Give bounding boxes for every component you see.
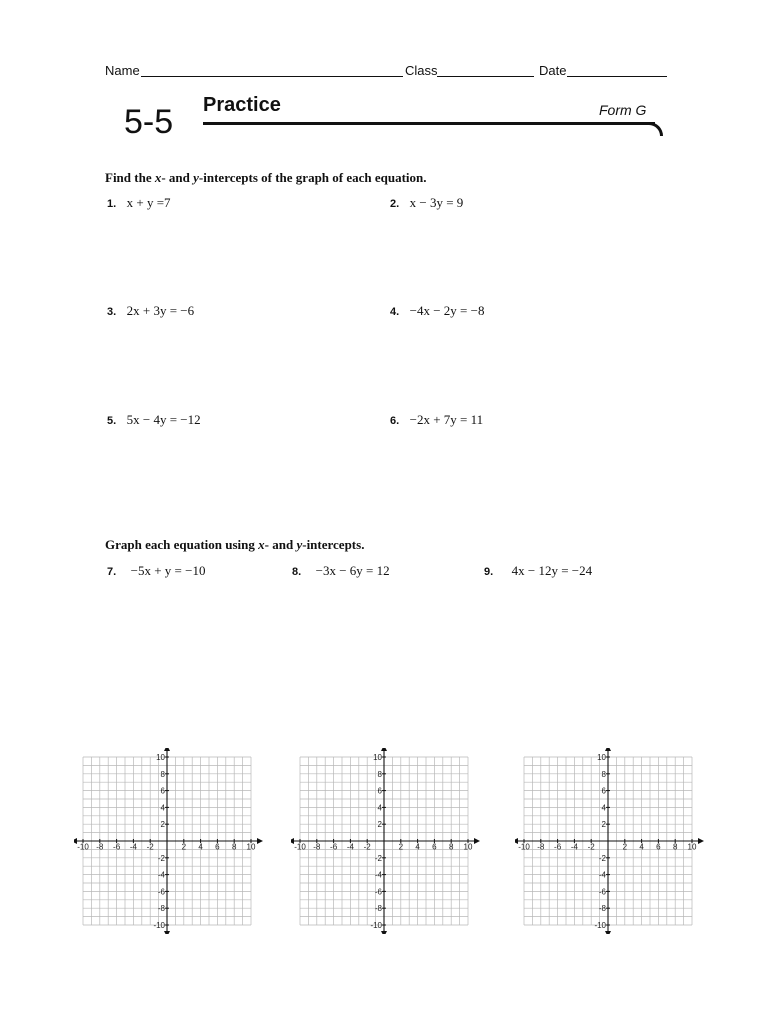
- problem-equation: 4x − 12y = −24: [511, 563, 593, 578]
- y-tick-label: -10: [370, 921, 382, 930]
- problem-4: [390, 302, 484, 320]
- x-tick-label: -8: [96, 842, 104, 852]
- x-tick-label: 2: [398, 842, 404, 852]
- y-axis-arrow-down: [164, 931, 170, 934]
- x-tick-label: 8: [672, 842, 678, 852]
- x-axis-arrow-right: [257, 838, 263, 844]
- section2-instruction: Graph each equation using x- and y-intercepts.: [105, 537, 365, 552]
- x-axis-arrow-right: [698, 838, 704, 844]
- section1-instruction: Find the x- and y-intercepts of the graph of each equation.: [105, 170, 427, 185]
- x-tick-label: 8: [231, 842, 237, 852]
- y-tick-label: 4: [160, 803, 165, 813]
- title-rule-curl: [645, 122, 663, 136]
- y-tick-label: -4: [598, 870, 606, 880]
- y-tick-label: 2: [160, 820, 165, 830]
- x-tick-label: -8: [313, 842, 321, 852]
- y-axis-arrow-down: [605, 931, 611, 934]
- x-tick-label: -2: [146, 842, 154, 852]
- problem-equation: −5x + y = −10: [130, 563, 206, 578]
- x-tick-label: 10: [246, 842, 256, 852]
- x-tick-label: 4: [639, 842, 644, 852]
- form-label: Form G: [599, 102, 647, 118]
- y-tick-label: 2: [601, 820, 606, 830]
- x-tick-label: 10: [687, 842, 697, 852]
- y-tick-label: -6: [598, 887, 606, 897]
- class-label: Class: [405, 63, 438, 78]
- x-tick-label: 2: [622, 842, 628, 852]
- problem-5: [107, 411, 201, 429]
- y-tick-label: -2: [157, 853, 165, 863]
- y-tick-label: 8: [601, 769, 606, 779]
- y-tick-label: 8: [160, 769, 165, 779]
- y-axis-arrow-up: [605, 748, 611, 751]
- y-tick-label: 4: [601, 803, 606, 813]
- x-tick-label: 10: [463, 842, 473, 852]
- x-tick-label: -6: [554, 842, 562, 852]
- x-tick-label: 6: [215, 842, 220, 852]
- problem-equation: −2x + 7y = 11: [409, 412, 484, 427]
- y-tick-label: 2: [377, 820, 382, 830]
- y-tick-label: -2: [598, 853, 606, 863]
- x-tick-label: -10: [518, 842, 530, 852]
- coordinate-grid-7[interactable]: [74, 748, 264, 934]
- x-tick-label: -2: [363, 842, 371, 852]
- y-tick-label: -8: [157, 904, 165, 914]
- x-tick-label: -6: [113, 842, 121, 852]
- problem-7: [107, 562, 205, 580]
- problem-equation: −4x − 2y = −8: [409, 303, 485, 318]
- x-tick-label: 2: [181, 842, 187, 852]
- y-tick-label: -10: [153, 921, 165, 930]
- x-tick-label: -8: [537, 842, 545, 852]
- y-axis-arrow-down: [381, 931, 387, 934]
- y-tick-label: -4: [157, 870, 165, 880]
- y-tick-label: 10: [156, 753, 165, 762]
- problem-9: [484, 562, 592, 580]
- y-tick-label: -4: [374, 870, 382, 880]
- problem-number: 5.: [107, 415, 117, 427]
- x-axis-arrow-right: [474, 838, 480, 844]
- x-tick-label: 4: [198, 842, 203, 852]
- y-tick-label: -6: [374, 887, 382, 897]
- x-tick-label: 6: [656, 842, 661, 852]
- y-tick-label: 10: [373, 753, 382, 762]
- problem-equation: 2x + 3y = −6: [126, 303, 195, 318]
- x-tick-label: -2: [587, 842, 595, 852]
- x-tick-label: -6: [330, 842, 338, 852]
- y-tick-label: 6: [160, 786, 165, 796]
- problem-number: 4.: [390, 306, 400, 318]
- x-tick-label: 6: [432, 842, 437, 852]
- page-title: Practice: [203, 94, 281, 116]
- y-tick-label: -8: [598, 904, 606, 914]
- problem-6: [390, 411, 483, 429]
- title-rule: [203, 122, 655, 125]
- class-field[interactable]: [437, 76, 534, 77]
- coordinate-grid-9[interactable]: [515, 748, 705, 934]
- x-tick-label: 4: [415, 842, 420, 852]
- y-tick-label: -10: [594, 921, 606, 930]
- problem-3: [107, 302, 194, 320]
- name-label: Name: [105, 63, 140, 78]
- problem-1: [107, 194, 171, 212]
- lesson-number: 5-5: [124, 103, 174, 141]
- x-tick-label: -10: [77, 842, 89, 852]
- problem-number: 1.: [107, 198, 117, 210]
- x-tick-label: 8: [448, 842, 454, 852]
- problem-2: [390, 194, 463, 212]
- x-tick-label: -4: [570, 842, 578, 852]
- problem-number: 6.: [390, 415, 400, 427]
- problem-equation: x − 3y = 9: [409, 195, 464, 210]
- y-tick-label: 10: [597, 753, 606, 762]
- name-field[interactable]: [141, 76, 403, 77]
- coordinate-grid-8[interactable]: [291, 748, 481, 934]
- problem-number: 3.: [107, 306, 117, 318]
- problem-8: [292, 562, 390, 580]
- y-tick-label: -8: [374, 904, 382, 914]
- problem-number: 8.: [292, 566, 302, 578]
- y-tick-label: -6: [157, 887, 165, 897]
- x-tick-label: -4: [129, 842, 137, 852]
- y-tick-label: -2: [374, 853, 382, 863]
- x-tick-label: -4: [346, 842, 354, 852]
- problem-number: 9.: [484, 566, 494, 578]
- y-axis-arrow-up: [381, 748, 387, 751]
- problem-number: 2.: [390, 198, 400, 210]
- y-axis-arrow-up: [164, 748, 170, 751]
- y-tick-label: 8: [377, 769, 382, 779]
- problem-equation: x + y =7: [126, 195, 171, 210]
- date-field[interactable]: [567, 76, 667, 77]
- problem-equation: 5x − 4y = −12: [126, 412, 201, 427]
- y-tick-label: 6: [377, 786, 382, 796]
- date-label: Date: [539, 63, 567, 78]
- y-tick-label: 4: [377, 803, 382, 813]
- problem-equation: −3x − 6y = 12: [315, 563, 390, 578]
- problem-number: 7.: [107, 566, 117, 578]
- x-tick-label: -10: [294, 842, 306, 852]
- y-tick-label: 6: [601, 786, 606, 796]
